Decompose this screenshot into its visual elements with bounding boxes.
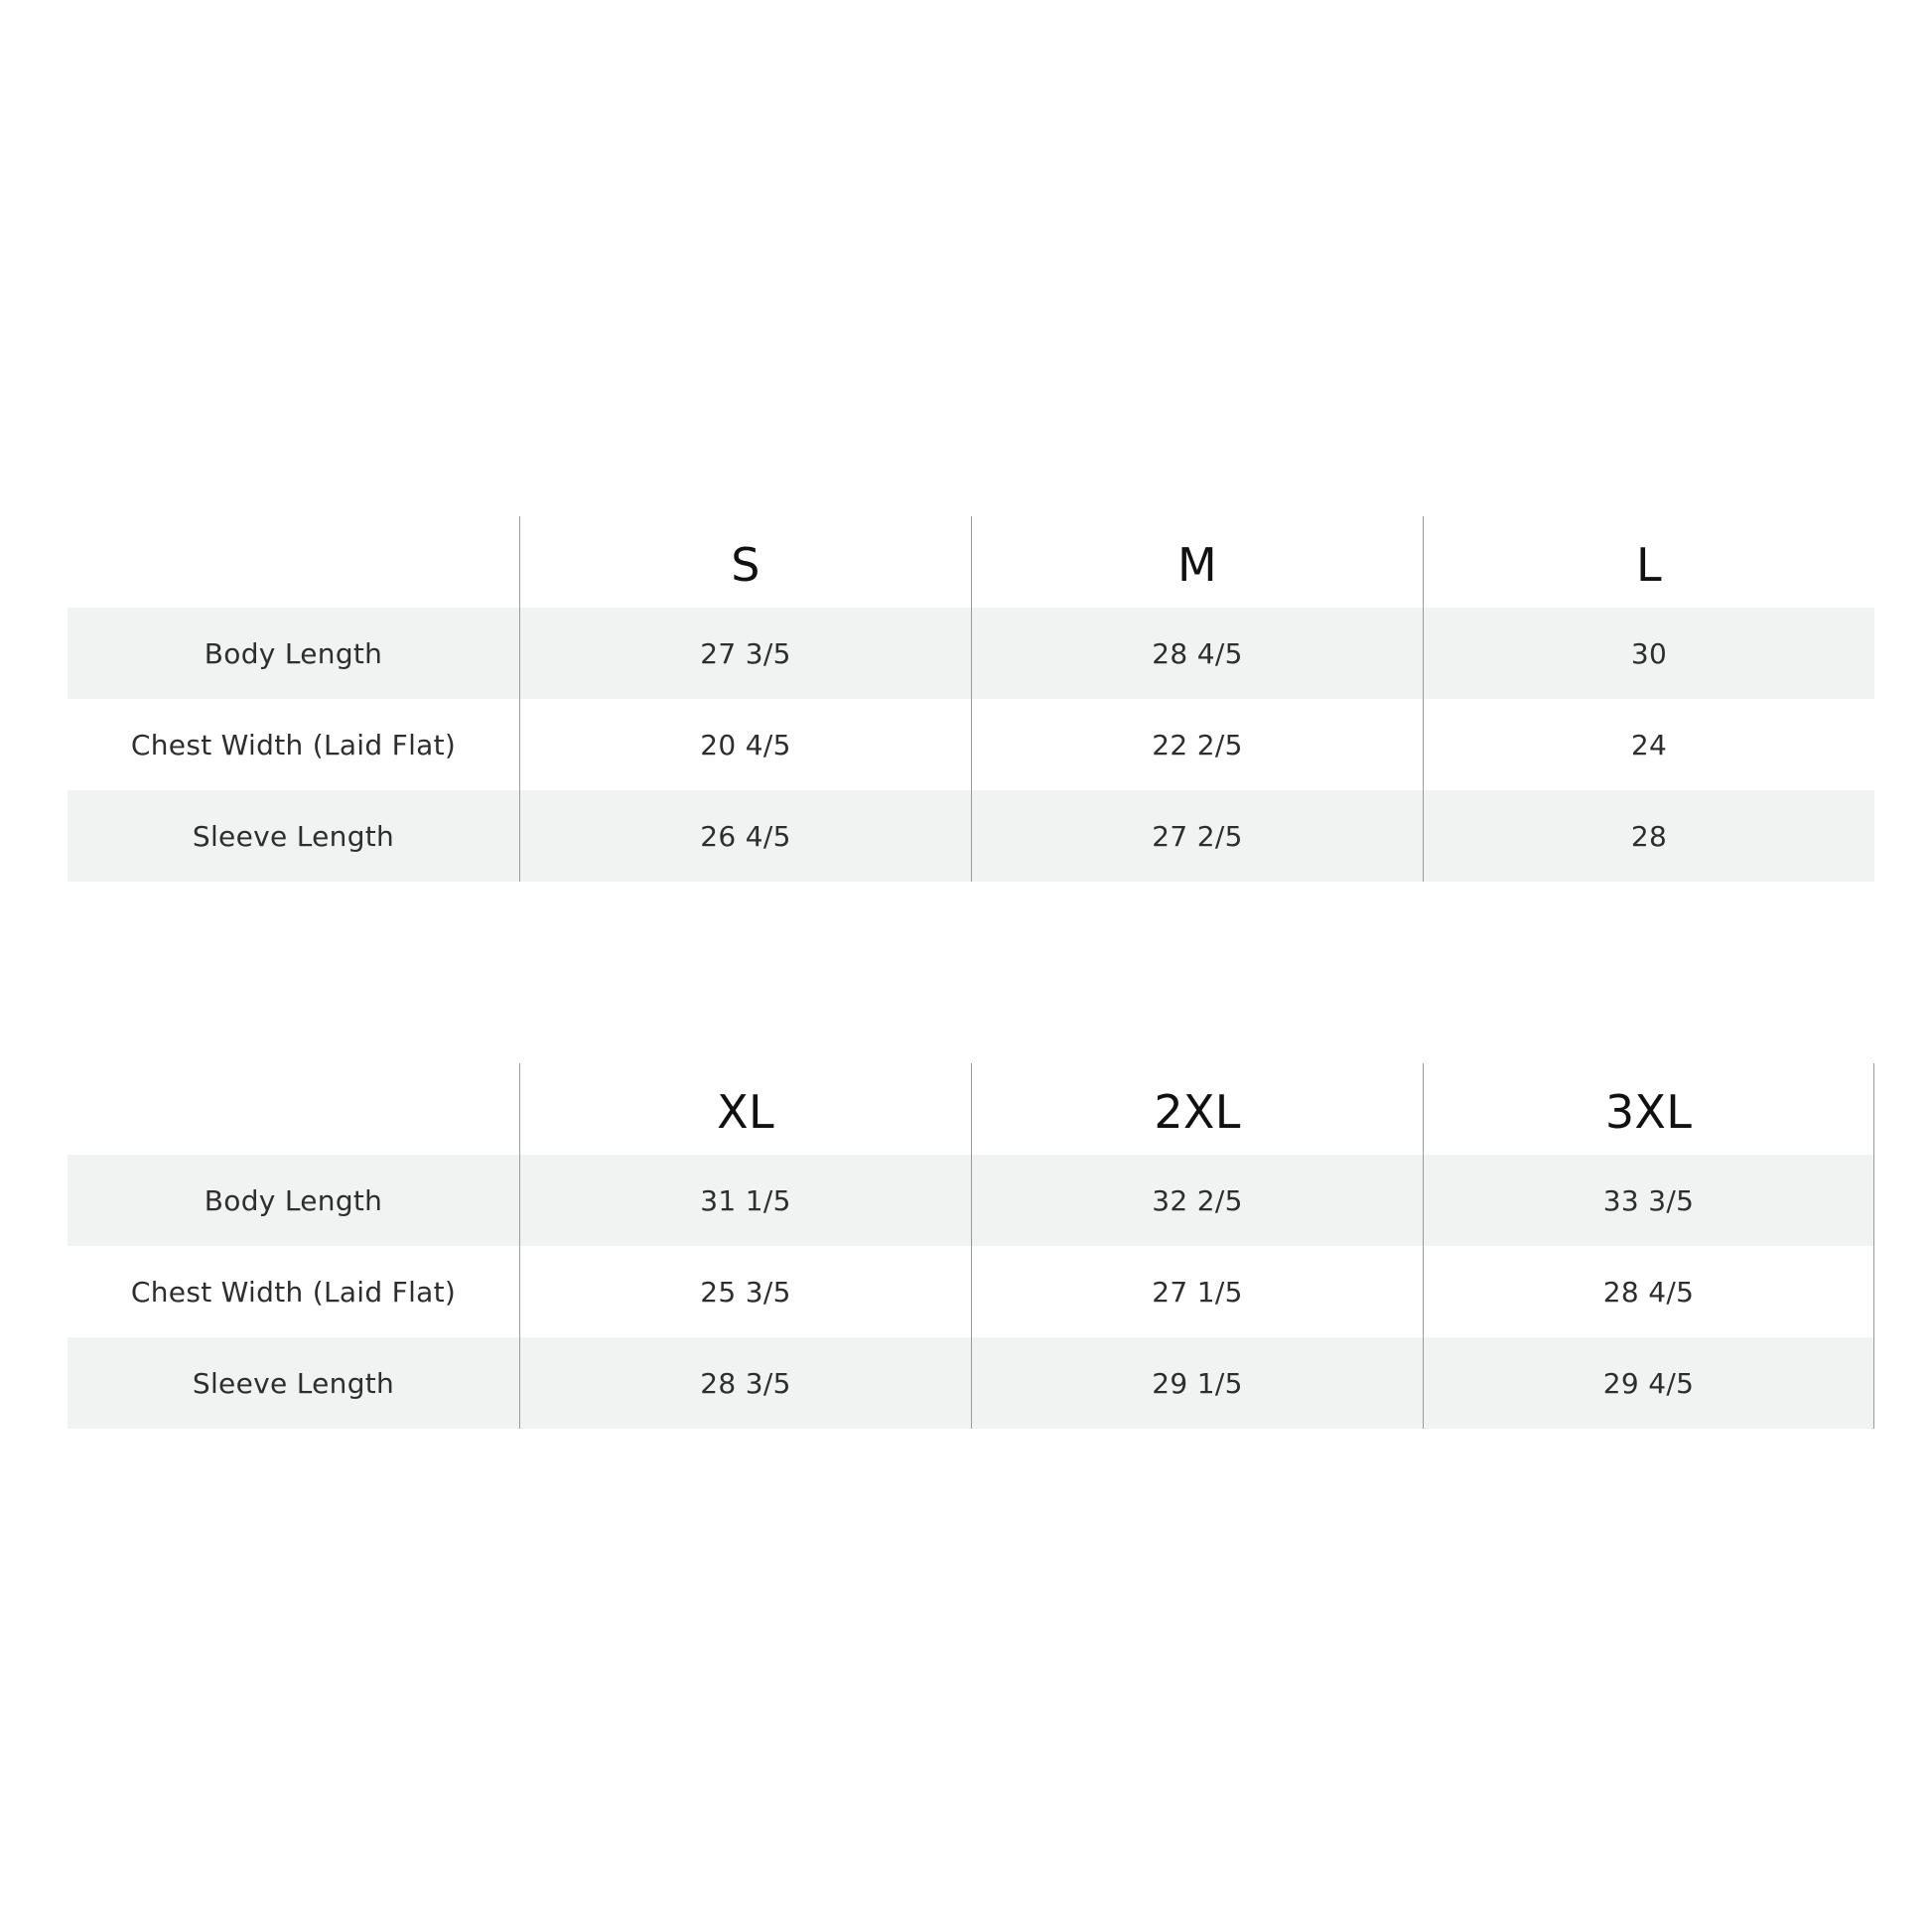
size-header: 2XL [971, 1063, 1423, 1155]
measurement-label: Body Length [204, 1183, 383, 1217]
table-row [68, 790, 1874, 882]
table-header-row [68, 516, 1874, 608]
size-header: M [971, 516, 1423, 608]
table-row [68, 699, 1874, 790]
measurement-value: 33 3/5 [1423, 1155, 1874, 1246]
measurement-label: Body Length [204, 636, 383, 670]
size-header: XL [519, 1063, 971, 1155]
measurement-value: 29 1/5 [971, 1337, 1423, 1429]
size-header: 3XL [1423, 1063, 1874, 1155]
measurement-value: 28 4/5 [971, 608, 1423, 699]
table-row [68, 1155, 1874, 1246]
table-header-row [68, 1063, 1874, 1155]
measurement-label: Sleeve Length [192, 819, 395, 853]
measurement-value: 28 [1423, 790, 1874, 882]
measurement-value: 32 2/5 [971, 1155, 1423, 1246]
measurement-value: 28 3/5 [519, 1337, 971, 1429]
measurement-label: Sleeve Length [192, 1366, 395, 1400]
size-chart-table-1 [68, 516, 1874, 882]
header-blank-cell [68, 516, 519, 608]
measurement-value: 25 3/5 [519, 1246, 971, 1337]
size-header: S [519, 516, 971, 608]
measurement-value: 28 4/5 [1423, 1246, 1874, 1337]
measurement-value: 20 4/5 [519, 699, 971, 790]
table-row [68, 608, 1874, 699]
measurement-value: 29 4/5 [1423, 1337, 1874, 1429]
measurement-value: 27 1/5 [971, 1246, 1423, 1337]
measurement-label: Chest Width (Laid Flat) [130, 1275, 457, 1309]
measurement-value: 22 2/5 [971, 699, 1423, 790]
table-row [68, 1337, 1874, 1429]
size-chart-table-2 [68, 1063, 1874, 1429]
measurement-value: 24 [1423, 699, 1874, 790]
measurement-value: 26 4/5 [519, 790, 971, 882]
measurement-value: 27 3/5 [519, 608, 971, 699]
size-header: L [1423, 516, 1874, 608]
header-blank-cell [68, 1063, 519, 1155]
measurement-value: 27 2/5 [971, 790, 1423, 882]
measurement-value: 31 1/5 [519, 1155, 971, 1246]
measurement-label: Chest Width (Laid Flat) [130, 728, 457, 761]
table-row [68, 1246, 1874, 1337]
measurement-value: 30 [1423, 608, 1874, 699]
